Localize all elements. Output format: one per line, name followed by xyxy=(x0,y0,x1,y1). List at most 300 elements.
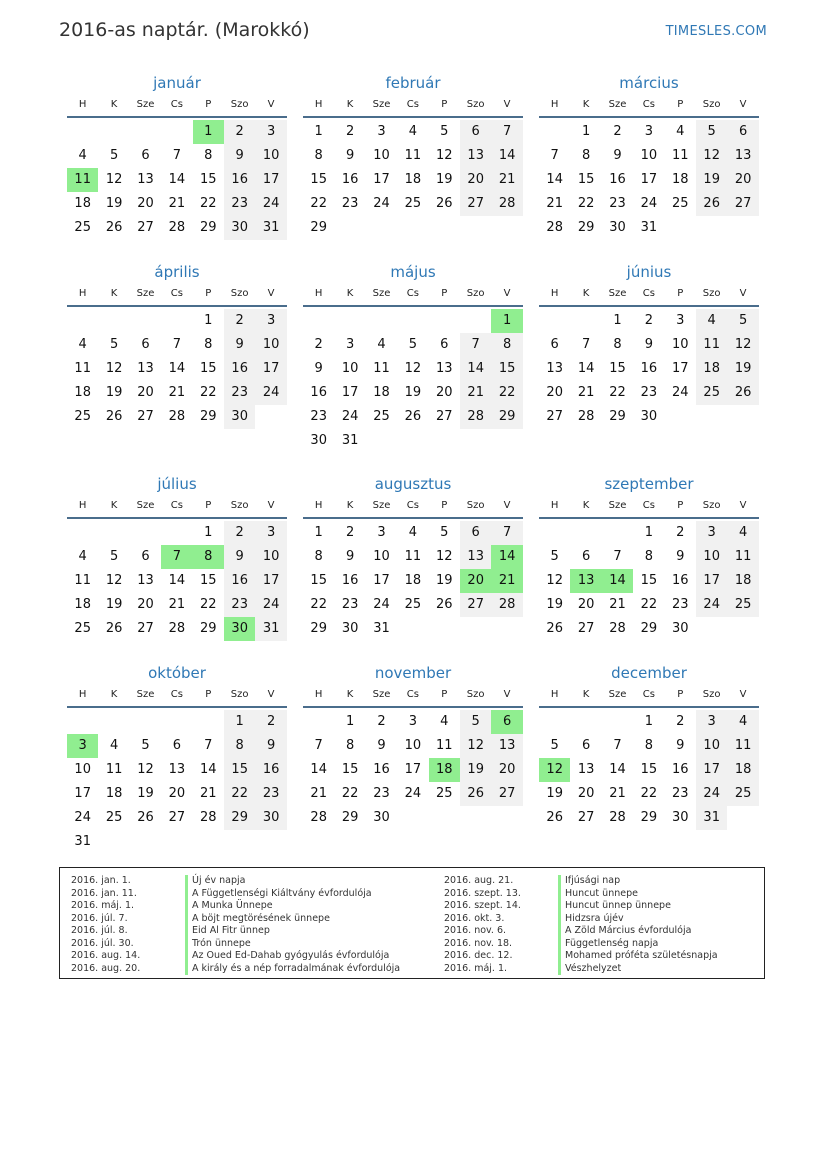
day-cell: 29 xyxy=(609,409,626,424)
legend-date: 2016. dec. 12. xyxy=(444,950,513,961)
day-cell: 27 xyxy=(137,409,154,424)
day-cell: 14 xyxy=(609,762,626,777)
holiday-day-cell: 18 xyxy=(429,758,460,782)
day-cell: 12 xyxy=(460,734,491,758)
day-cell: 15 xyxy=(609,361,626,376)
day-cell: 22 xyxy=(200,385,217,400)
day-cell: 17 xyxy=(341,385,359,400)
month-6 xyxy=(67,473,287,641)
day-cell: 5 xyxy=(440,124,449,139)
legend-holiday-name: Vészhelyzet xyxy=(558,963,621,976)
day-cell: 9 xyxy=(224,144,255,168)
day-cell: 20 xyxy=(436,385,453,400)
legend-holiday-name: A Munka Ünnepe xyxy=(185,900,273,913)
day-cell: 5 xyxy=(141,738,150,753)
weekday-label: Szo xyxy=(702,500,721,511)
day-cell: 7 xyxy=(172,337,182,352)
day-cell: 14 xyxy=(491,144,522,168)
weekday-label: P xyxy=(677,500,684,511)
day-cell: 30 xyxy=(341,621,359,636)
day-cell: 11 xyxy=(74,573,91,588)
weekday-label: Cs xyxy=(170,99,183,110)
day-grid xyxy=(67,120,287,240)
weekday-label: H xyxy=(314,99,323,110)
weekday-label: Cs xyxy=(406,689,419,700)
day-cell: 6 xyxy=(141,549,150,564)
day-cell: 26 xyxy=(546,621,563,636)
day-cell: 25 xyxy=(404,597,422,612)
day-cell: 29 xyxy=(200,409,217,424)
month-name: július xyxy=(157,475,197,493)
day-cell: 15 xyxy=(341,762,359,777)
weekday-label: K xyxy=(582,500,590,511)
day-cell: 5 xyxy=(408,337,418,352)
day-cell: 7 xyxy=(613,738,622,753)
day-cell: 2 xyxy=(644,313,654,328)
day-cell: 7 xyxy=(204,738,213,753)
day-cell: 4 xyxy=(727,710,758,734)
day-cell: 26 xyxy=(137,810,154,825)
legend-holiday-name: Függetlenség napja xyxy=(558,938,658,951)
day-cell: 23 xyxy=(672,597,689,612)
day-grid xyxy=(67,309,287,429)
day-cell: 28 xyxy=(310,810,327,825)
day-cell: 18 xyxy=(74,597,91,612)
legend-date: 2016. máj. 1. xyxy=(444,962,508,974)
day-cell: 7 xyxy=(491,521,522,545)
weekday-label: Szo xyxy=(466,99,485,110)
day-cell: 13 xyxy=(577,762,595,777)
day-cell: 8 xyxy=(345,738,355,753)
day-cell: 21 xyxy=(200,786,217,801)
day-cell: 25 xyxy=(74,409,91,424)
day-cell: 20 xyxy=(460,168,491,192)
day-cell: 8 xyxy=(644,549,654,564)
day-cell: 15 xyxy=(310,172,327,187)
weekday-header xyxy=(67,98,287,118)
day-cell: 28 xyxy=(577,409,595,424)
day-cell: 12 xyxy=(404,361,422,376)
day-cell: 2 xyxy=(255,710,286,734)
month-name: április xyxy=(154,263,200,281)
holiday-day-cell: 1 xyxy=(491,309,522,333)
weekday-label: H xyxy=(550,689,559,700)
day-cell: 6 xyxy=(581,549,591,564)
legend-holiday-name: Huncut ünnepe xyxy=(558,888,638,901)
day-cell: 20 xyxy=(546,385,563,400)
day-cell: 6 xyxy=(581,738,591,753)
legend-holiday-name: Huncut ünnep ünnepe xyxy=(558,900,671,913)
day-cell: 3 xyxy=(345,337,355,352)
day-cell: 1 xyxy=(644,714,654,729)
day-cell: 29 xyxy=(640,810,658,825)
day-grid xyxy=(67,521,287,641)
day-cell: 31 xyxy=(341,433,359,448)
day-cell: 8 xyxy=(314,148,323,163)
day-cell: 12 xyxy=(436,148,453,163)
day-cell: 2 xyxy=(676,714,685,729)
month-3 xyxy=(67,261,287,429)
weekday-label: K xyxy=(346,689,354,700)
day-cell: 1 xyxy=(204,313,213,328)
day-cell: 13 xyxy=(460,545,491,569)
day-cell: 8 xyxy=(581,148,591,163)
weekday-label: H xyxy=(78,99,87,110)
day-cell: 4 xyxy=(78,148,87,163)
month-name: május xyxy=(390,263,436,281)
day-grid xyxy=(303,309,523,453)
day-cell: 17 xyxy=(373,172,390,187)
day-cell: 9 xyxy=(676,738,685,753)
day-cell: 18 xyxy=(404,573,422,588)
day-grid xyxy=(539,309,759,429)
day-cell: 9 xyxy=(314,361,323,376)
weekday-label: H xyxy=(314,500,323,511)
weekday-label: V xyxy=(739,99,747,110)
month-name: november xyxy=(374,664,452,682)
weekday-label: Cs xyxy=(642,500,655,511)
day-cell: 20 xyxy=(577,786,595,801)
day-cell: 1 xyxy=(314,525,323,540)
weekday-label: K xyxy=(582,288,590,299)
day-cell: 19 xyxy=(727,357,758,381)
day-cell: 16 xyxy=(255,758,286,782)
day-cell: 17 xyxy=(255,569,286,593)
day-cell: 21 xyxy=(310,786,327,801)
day-cell: 19 xyxy=(460,758,491,782)
day-cell: 26 xyxy=(105,409,123,424)
day-cell: 24 xyxy=(255,192,286,216)
day-cell: 6 xyxy=(440,337,449,352)
day-cell: 10 xyxy=(696,545,727,569)
weekday-label: Szo xyxy=(230,689,249,700)
day-cell: 17 xyxy=(696,758,727,782)
legend-holiday-name: Eid Al Fitr ünnep xyxy=(185,925,270,938)
month-name: szeptember xyxy=(604,475,694,493)
day-cell: 13 xyxy=(460,144,491,168)
day-cell: 3 xyxy=(377,525,386,540)
holiday-day-cell: 30 xyxy=(224,617,255,641)
day-cell: 16 xyxy=(609,172,626,187)
day-cell: 10 xyxy=(255,144,286,168)
day-cell: 7 xyxy=(172,148,182,163)
weekday-header xyxy=(303,499,523,519)
day-cell: 1 xyxy=(613,313,622,328)
day-cell: 22 xyxy=(200,196,217,211)
page-title: 2016-as naptár. (Marokkó) xyxy=(59,19,310,41)
day-cell: 26 xyxy=(727,381,758,405)
day-cell: 7 xyxy=(550,148,559,163)
day-cell: 24 xyxy=(404,786,422,801)
day-cell: 17 xyxy=(640,172,658,187)
day-cell: 22 xyxy=(310,597,327,612)
day-cell: 7 xyxy=(613,549,622,564)
weekday-label: V xyxy=(503,500,511,511)
day-cell: 22 xyxy=(224,782,255,806)
day-cell: 16 xyxy=(640,361,658,376)
day-cell: 5 xyxy=(696,120,727,144)
weekday-label: K xyxy=(110,689,118,700)
day-cell: 25 xyxy=(436,786,453,801)
day-cell: 30 xyxy=(373,810,390,825)
day-cell: 20 xyxy=(727,168,758,192)
weekday-header xyxy=(303,287,523,307)
legend-date: 2016. nov. 6. xyxy=(444,925,507,936)
day-cell: 12 xyxy=(137,762,154,777)
holiday-day-cell: 14 xyxy=(491,545,522,569)
weekday-label: Cs xyxy=(642,99,655,110)
weekday-label: V xyxy=(503,689,511,700)
day-cell: 22 xyxy=(310,196,327,211)
day-cell: 24 xyxy=(74,810,91,825)
month-name: február xyxy=(385,74,441,92)
day-cell: 25 xyxy=(74,220,91,235)
weekday-label: P xyxy=(441,99,448,110)
day-cell: 21 xyxy=(168,196,186,211)
day-cell: 15 xyxy=(224,758,255,782)
day-cell: 31 xyxy=(373,621,390,636)
holiday-legend xyxy=(59,867,765,979)
weekday-label: V xyxy=(267,288,275,299)
month-1 xyxy=(303,72,523,240)
weekday-label: K xyxy=(110,99,118,110)
month-11 xyxy=(539,662,759,830)
day-cell: 15 xyxy=(577,172,595,187)
day-cell: 31 xyxy=(696,806,727,830)
day-cell: 19 xyxy=(546,786,563,801)
day-grid xyxy=(539,521,759,641)
month-4 xyxy=(303,261,523,453)
day-cell: 3 xyxy=(255,521,286,545)
weekday-header xyxy=(539,499,759,519)
legend-holiday-name: A király és a nép forradalmának évfordulója xyxy=(185,963,400,976)
day-cell: 11 xyxy=(105,762,123,777)
day-cell: 30 xyxy=(310,433,327,448)
day-cell: 6 xyxy=(172,738,182,753)
day-cell: 3 xyxy=(255,309,286,333)
weekday-label: Cs xyxy=(170,689,183,700)
day-cell: 17 xyxy=(672,361,689,376)
day-cell: 9 xyxy=(224,545,255,569)
weekday-label: Szo xyxy=(466,689,485,700)
weekday-label: Szo xyxy=(466,288,485,299)
weekday-label: V xyxy=(267,99,275,110)
day-cell: 14 xyxy=(577,361,595,376)
day-cell: 27 xyxy=(546,409,563,424)
day-cell: 2 xyxy=(345,124,355,139)
legend-date: 2016. aug. 21. xyxy=(444,875,514,886)
legend-date: 2016. aug. 14. xyxy=(71,950,141,961)
day-cell: 2 xyxy=(377,714,386,729)
day-cell: 13 xyxy=(137,172,154,187)
day-cell: 3 xyxy=(644,124,654,139)
day-cell: 14 xyxy=(168,361,186,376)
day-cell: 12 xyxy=(727,333,758,357)
day-cell: 5 xyxy=(109,337,119,352)
day-cell: 1 xyxy=(224,710,255,734)
day-cell: 26 xyxy=(105,621,123,636)
day-cell: 25 xyxy=(105,810,123,825)
day-cell: 23 xyxy=(672,786,689,801)
day-cell: 27 xyxy=(727,192,758,216)
day-cell: 18 xyxy=(74,196,91,211)
day-cell: 21 xyxy=(609,786,626,801)
day-cell: 3 xyxy=(255,120,286,144)
weekday-label: P xyxy=(677,689,684,700)
day-cell: 10 xyxy=(255,333,286,357)
month-name: október xyxy=(148,664,206,682)
day-cell: 22 xyxy=(609,385,626,400)
day-cell: 15 xyxy=(200,573,217,588)
day-cell: 19 xyxy=(137,786,154,801)
weekday-label: Sze xyxy=(372,500,391,511)
weekday-label: P xyxy=(677,99,684,110)
day-cell: 15 xyxy=(200,361,217,376)
weekday-label: K xyxy=(110,288,118,299)
day-cell: 10 xyxy=(404,738,422,753)
day-cell: 4 xyxy=(676,124,685,139)
holiday-day-cell: 21 xyxy=(491,569,522,593)
day-cell: 16 xyxy=(224,357,255,381)
day-cell: 9 xyxy=(224,333,255,357)
day-cell: 18 xyxy=(672,172,689,187)
day-cell: 20 xyxy=(577,597,595,612)
weekday-label: V xyxy=(739,689,747,700)
day-cell: 8 xyxy=(314,549,323,564)
day-cell: 22 xyxy=(577,196,595,211)
day-cell: 29 xyxy=(310,621,327,636)
day-cell: 24 xyxy=(373,597,390,612)
weekday-header xyxy=(303,688,523,708)
day-cell: 10 xyxy=(341,361,359,376)
day-cell: 9 xyxy=(377,738,386,753)
day-cell: 11 xyxy=(727,545,758,569)
day-cell: 18 xyxy=(105,786,123,801)
day-cell: 27 xyxy=(436,409,453,424)
day-cell: 25 xyxy=(727,593,758,617)
legend-date: 2016. jan. 11. xyxy=(71,887,137,899)
weekday-label: Cs xyxy=(170,288,183,299)
day-cell: 20 xyxy=(137,196,154,211)
day-cell: 9 xyxy=(255,734,286,758)
legend-holiday-name: Hidzsra újév xyxy=(558,913,624,926)
day-cell: 13 xyxy=(137,361,154,376)
weekday-label: H xyxy=(78,689,87,700)
day-cell: 28 xyxy=(546,220,563,235)
day-cell: 30 xyxy=(640,409,658,424)
day-cell: 8 xyxy=(644,738,654,753)
day-cell: 31 xyxy=(255,216,286,240)
weekday-header xyxy=(67,688,287,708)
weekday-label: P xyxy=(205,99,212,110)
day-cell: 15 xyxy=(640,762,658,777)
weekday-label: Cs xyxy=(406,500,419,511)
day-cell: 16 xyxy=(341,172,359,187)
day-cell: 25 xyxy=(404,196,422,211)
day-cell: 4 xyxy=(78,337,87,352)
day-cell: 2 xyxy=(676,525,685,540)
day-cell: 27 xyxy=(137,220,154,235)
day-grid xyxy=(539,120,759,240)
day-cell: 12 xyxy=(546,573,563,588)
day-cell: 10 xyxy=(373,148,390,163)
day-cell: 25 xyxy=(727,782,758,806)
legend-date: 2016. okt. 3. xyxy=(444,912,505,924)
day-cell: 5 xyxy=(109,549,119,564)
day-cell: 21 xyxy=(491,168,522,192)
day-cell: 31 xyxy=(640,220,658,235)
day-cell: 24 xyxy=(255,381,286,405)
day-cell: 27 xyxy=(577,810,595,825)
day-cell: 25 xyxy=(74,621,91,636)
weekday-label: K xyxy=(110,500,118,511)
day-cell: 1 xyxy=(314,124,323,139)
weekday-header xyxy=(539,98,759,118)
day-cell: 19 xyxy=(105,385,123,400)
day-cell: 10 xyxy=(255,545,286,569)
day-cell: 11 xyxy=(404,148,422,163)
day-cell: 5 xyxy=(460,710,491,734)
day-cell: 14 xyxy=(546,172,563,187)
day-cell: 23 xyxy=(373,786,390,801)
day-cell: 11 xyxy=(727,734,758,758)
day-cell: 28 xyxy=(491,192,522,216)
weekday-label: Sze xyxy=(136,689,155,700)
weekday-header xyxy=(539,688,759,708)
weekday-label: Szo xyxy=(230,500,249,511)
day-cell: 14 xyxy=(460,357,491,381)
day-cell: 23 xyxy=(224,593,255,617)
day-cell: 1 xyxy=(581,124,591,139)
day-cell: 4 xyxy=(440,714,449,729)
day-cell: 12 xyxy=(105,172,123,187)
month-name: december xyxy=(611,664,687,682)
day-cell: 4 xyxy=(408,124,418,139)
day-cell: 31 xyxy=(255,617,286,641)
day-cell: 28 xyxy=(168,220,186,235)
day-cell: 29 xyxy=(491,405,522,429)
weekday-header xyxy=(67,499,287,519)
day-cell: 9 xyxy=(345,549,355,564)
day-cell: 15 xyxy=(491,357,522,381)
day-cell: 11 xyxy=(436,738,453,753)
weekday-label: H xyxy=(78,500,87,511)
month-name: március xyxy=(619,74,679,92)
weekday-label: Sze xyxy=(608,689,627,700)
day-cell: 8 xyxy=(613,337,622,352)
day-cell: 12 xyxy=(105,573,123,588)
legend-date: 2016. szept. 14. xyxy=(444,900,521,911)
day-cell: 15 xyxy=(200,172,217,187)
day-cell: 24 xyxy=(696,593,727,617)
legend-holiday-name: Ifjúsági nap xyxy=(558,875,620,888)
weekday-label: Cs xyxy=(642,288,655,299)
weekday-label: K xyxy=(346,288,354,299)
day-cell: 16 xyxy=(224,569,255,593)
weekday-label: Sze xyxy=(608,288,627,299)
weekday-label: P xyxy=(441,500,448,511)
day-cell: 21 xyxy=(460,381,491,405)
weekday-label: V xyxy=(267,500,275,511)
day-cell: 19 xyxy=(436,172,453,187)
day-grid xyxy=(539,710,759,830)
day-cell: 2 xyxy=(224,309,255,333)
month-7 xyxy=(303,473,523,641)
day-cell: 1 xyxy=(644,525,654,540)
brand-link[interactable]: TIMESLES.COM xyxy=(665,24,767,39)
day-cell: 16 xyxy=(672,762,689,777)
weekday-label: V xyxy=(739,500,747,511)
